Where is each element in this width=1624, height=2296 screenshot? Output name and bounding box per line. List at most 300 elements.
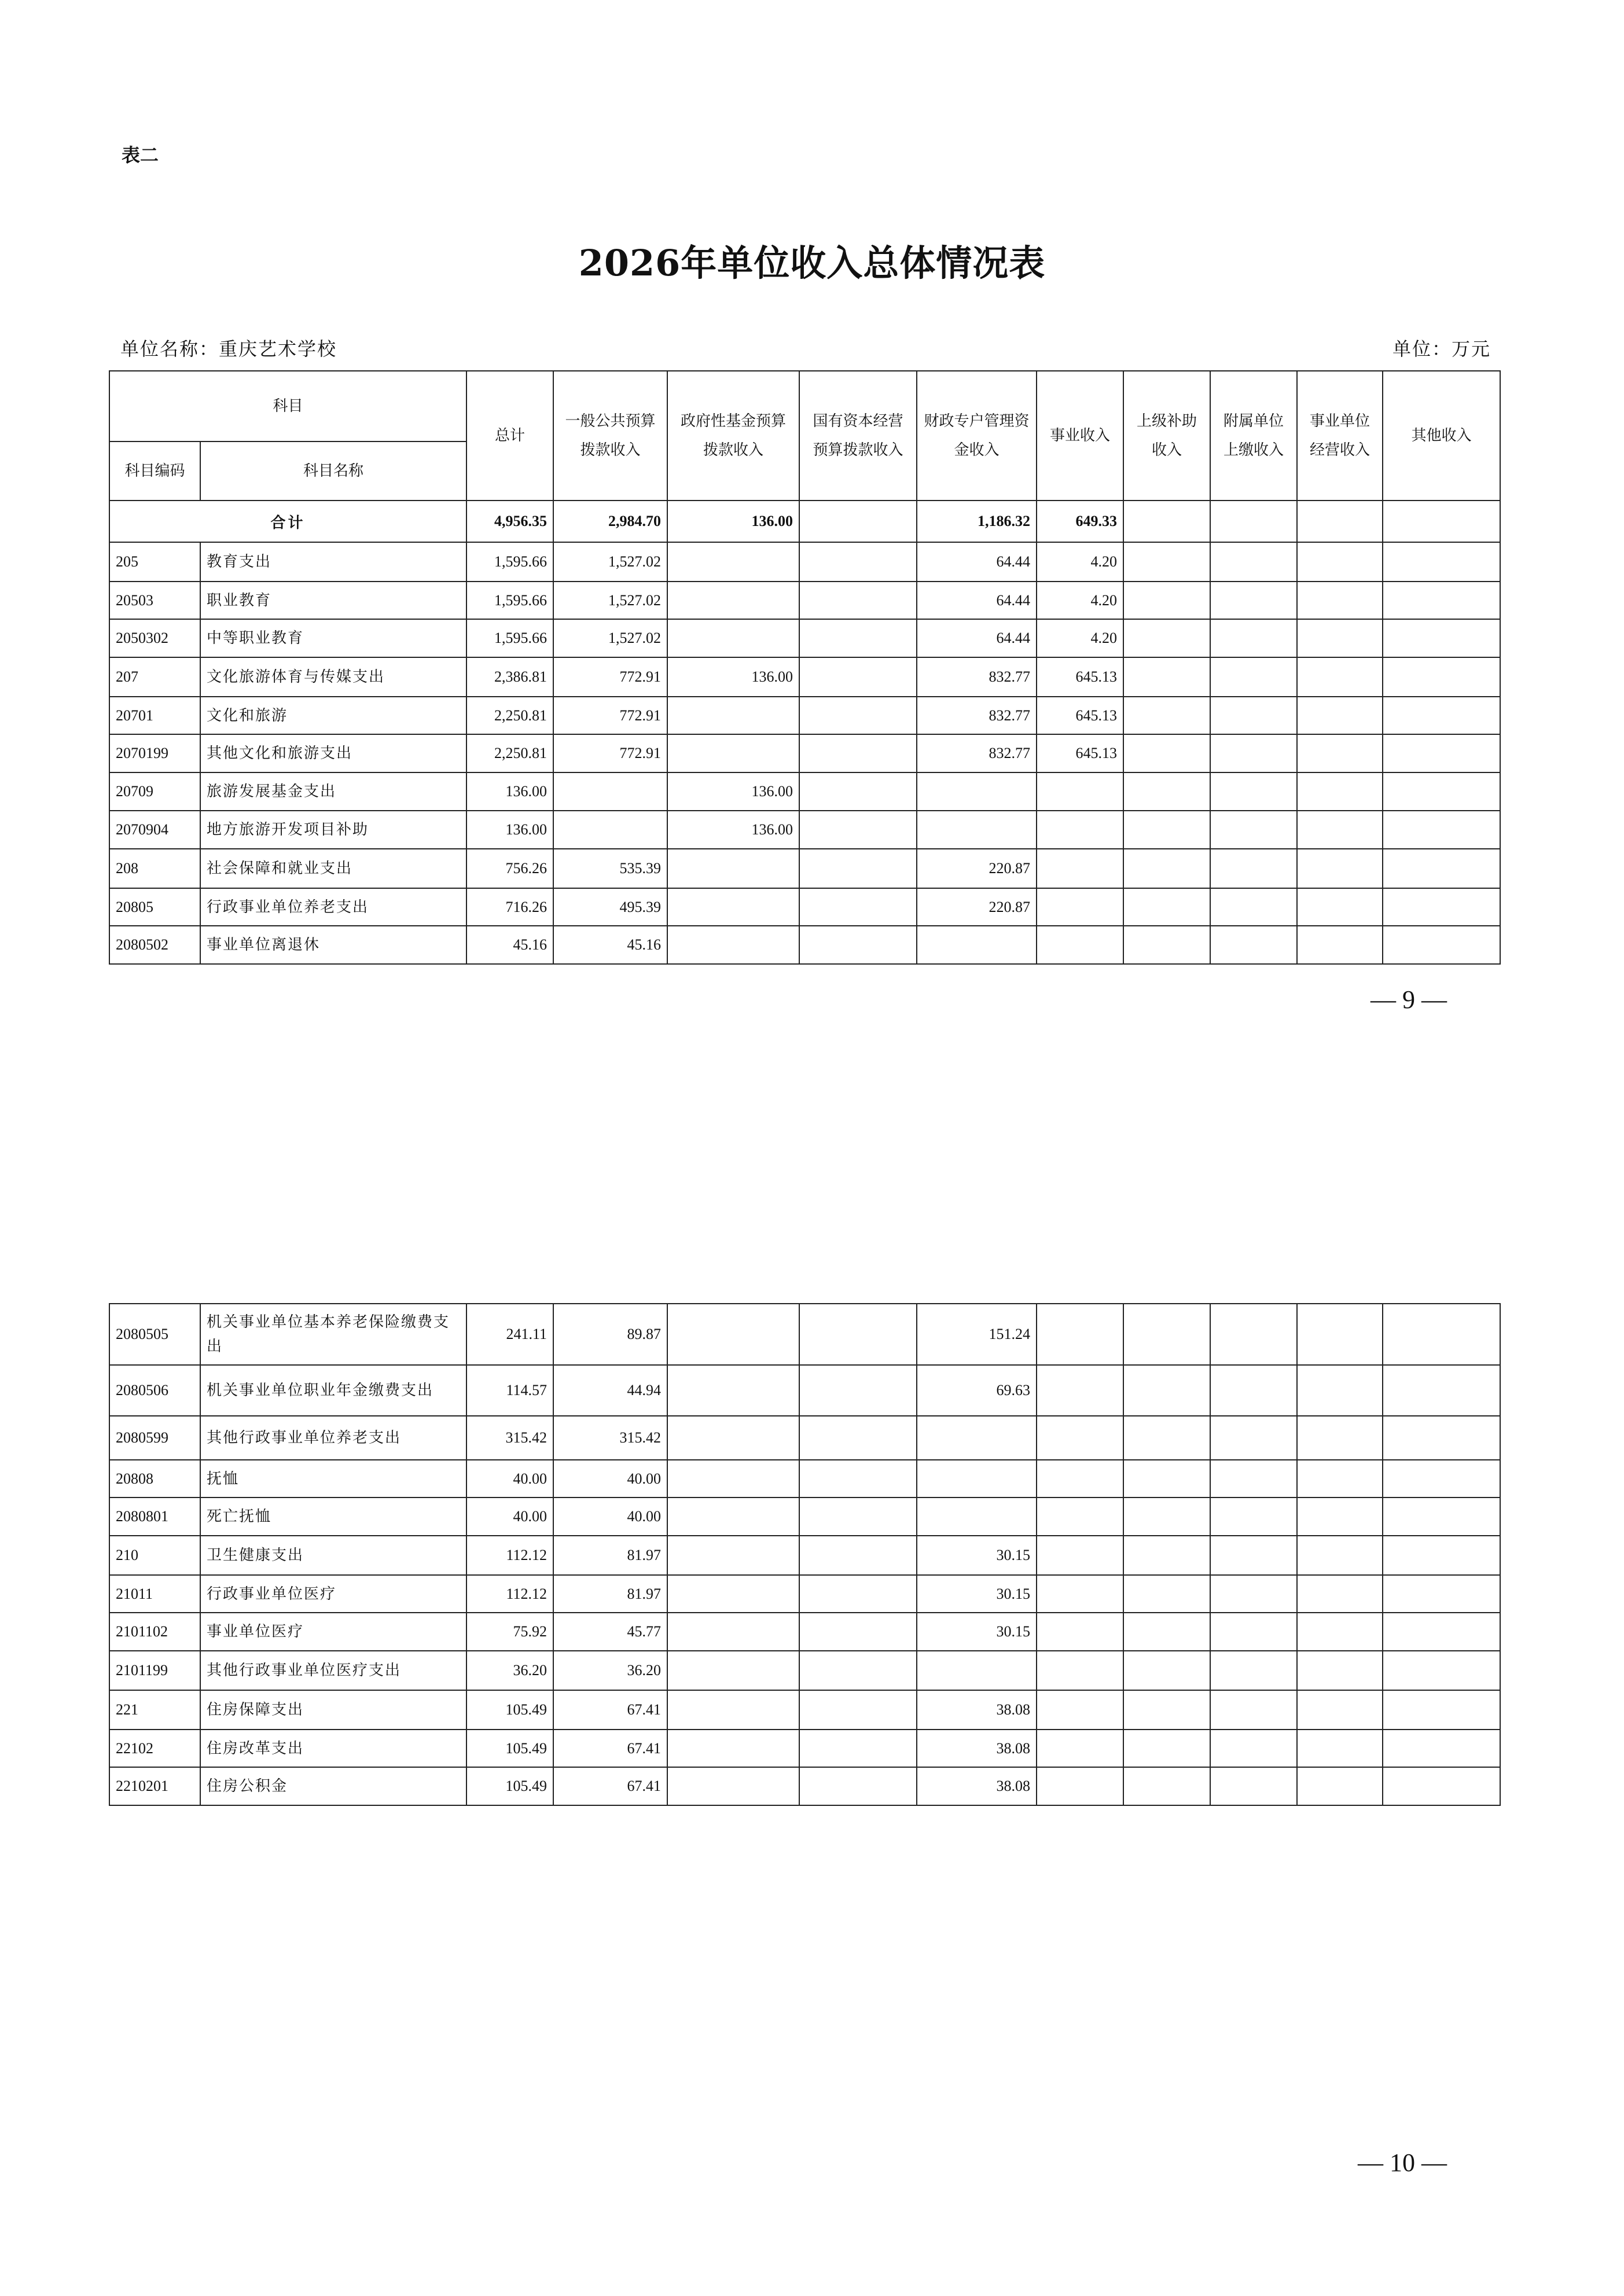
cell-total: 105.49 xyxy=(466,1690,553,1730)
cell-other xyxy=(1383,772,1500,811)
cell-name: 其他行政事业单位养老支出 xyxy=(200,1416,466,1460)
table-row xyxy=(109,926,1500,964)
cell-general: 67.41 xyxy=(553,1767,667,1805)
page-title: 2026年单位收入总体情况表 xyxy=(578,242,1046,284)
cell-special: 38.08 xyxy=(917,1730,1037,1767)
cell-business xyxy=(1037,1575,1123,1613)
cell-total: 40.00 xyxy=(466,1460,553,1497)
header-subject: 科目 xyxy=(109,371,466,441)
cell-general: 67.41 xyxy=(553,1690,667,1730)
cell-total: 241.11 xyxy=(466,1304,553,1365)
cell-affiliated xyxy=(1210,697,1297,734)
cell-operating xyxy=(1297,619,1383,657)
cell-operating xyxy=(1297,1460,1383,1497)
cell-other xyxy=(1383,697,1500,734)
cell-operating xyxy=(1297,1767,1383,1805)
cell-other xyxy=(1383,1497,1500,1536)
cell-operating xyxy=(1297,734,1383,772)
total-row xyxy=(109,501,1500,542)
cell-total: 716.26 xyxy=(466,888,553,926)
cell-operating xyxy=(1297,1536,1383,1575)
cell-other xyxy=(1383,582,1500,619)
cell-code: 20709 xyxy=(109,772,200,811)
cell-general: 1,527.02 xyxy=(553,582,667,619)
cell-other xyxy=(1383,734,1500,772)
cell-stateowned xyxy=(799,582,917,619)
cell-subsidy xyxy=(1123,811,1210,849)
cell-other xyxy=(1383,811,1500,849)
cell-name: 行政事业单位医疗 xyxy=(200,1575,466,1613)
cell-subsidy xyxy=(1123,1651,1210,1690)
cell-general: 45.77 xyxy=(553,1613,667,1651)
cell-other xyxy=(1383,926,1500,964)
cell-govfund xyxy=(667,734,799,772)
cell-operating xyxy=(1297,849,1383,888)
cell-stateowned xyxy=(799,697,917,734)
cell-code: 2080599 xyxy=(109,1416,200,1460)
income-table-page2 xyxy=(109,1303,1501,1806)
cell-govfund xyxy=(667,1613,799,1651)
table-row xyxy=(109,849,1500,888)
cell-total: 2,386.81 xyxy=(466,657,553,697)
cell-affiliated xyxy=(1210,849,1297,888)
cell-total: 1,595.66 xyxy=(466,619,553,657)
cell-other xyxy=(1383,1575,1500,1613)
cell-other xyxy=(1383,1767,1500,1805)
cell-special: 832.77 xyxy=(917,697,1037,734)
cell-operating xyxy=(1297,926,1383,964)
cell-total: 4,956.35 xyxy=(466,501,553,542)
cell-name: 住房改革支出 xyxy=(200,1730,466,1767)
header-code: 科目编码 xyxy=(109,441,200,501)
table-row xyxy=(109,1730,1500,1767)
cell-business xyxy=(1037,772,1123,811)
cell-govfund xyxy=(667,1416,799,1460)
cell-subsidy xyxy=(1123,1536,1210,1575)
cell-subsidy xyxy=(1123,1365,1210,1416)
cell-operating xyxy=(1297,1497,1383,1536)
total-label: 合计 xyxy=(109,501,466,542)
cell-total: 2,250.81 xyxy=(466,734,553,772)
cell-stateowned xyxy=(799,657,917,697)
cell-special: 64.44 xyxy=(917,582,1037,619)
cell-special xyxy=(917,772,1037,811)
cell-subsidy xyxy=(1123,772,1210,811)
table-row xyxy=(109,1536,1500,1575)
cell-other xyxy=(1383,1304,1500,1365)
table-row xyxy=(109,1497,1500,1536)
cell-name: 卫生健康支出 xyxy=(200,1536,466,1575)
cell-subsidy xyxy=(1123,501,1210,542)
header-govfund: 政府性基金预算拨款收入 xyxy=(667,371,799,501)
cell-subsidy xyxy=(1123,582,1210,619)
cell-name: 住房公积金 xyxy=(200,1767,466,1805)
cell-operating xyxy=(1297,1304,1383,1365)
cell-code: 221 xyxy=(109,1690,200,1730)
cell-affiliated xyxy=(1210,734,1297,772)
cell-business xyxy=(1037,1304,1123,1365)
cell-stateowned xyxy=(799,734,917,772)
cell-govfund xyxy=(667,1536,799,1575)
cell-affiliated xyxy=(1210,888,1297,926)
cell-subsidy xyxy=(1123,1460,1210,1497)
cell-affiliated xyxy=(1210,1497,1297,1536)
cell-stateowned xyxy=(799,1497,917,1536)
cell-special: 30.15 xyxy=(917,1536,1037,1575)
cell-special: 64.44 xyxy=(917,619,1037,657)
cell-name: 抚恤 xyxy=(200,1460,466,1497)
header-general: 一般公共预算拨款收入 xyxy=(553,371,667,501)
cell-code: 208 xyxy=(109,849,200,888)
cell-subsidy xyxy=(1123,657,1210,697)
cell-govfund xyxy=(667,582,799,619)
cell-stateowned xyxy=(799,1651,917,1690)
table-row xyxy=(109,657,1500,697)
cell-name: 文化和旅游 xyxy=(200,697,466,734)
cell-govfund xyxy=(667,1304,799,1365)
cell-code: 205 xyxy=(109,542,200,582)
table-row xyxy=(109,1767,1500,1805)
header-name: 科目名称 xyxy=(200,441,466,501)
cell-stateowned xyxy=(799,1730,917,1767)
cell-affiliated xyxy=(1210,1460,1297,1497)
cell-name: 文化旅游体育与传媒支出 xyxy=(200,657,466,697)
cell-operating xyxy=(1297,501,1383,542)
cell-other xyxy=(1383,1460,1500,1497)
cell-special xyxy=(917,1651,1037,1690)
cell-code: 22102 xyxy=(109,1730,200,1767)
cell-name: 地方旅游开发项目补助 xyxy=(200,811,466,849)
cell-total: 105.49 xyxy=(466,1767,553,1805)
cell-general: 36.20 xyxy=(553,1651,667,1690)
cell-code: 207 xyxy=(109,657,200,697)
cell-business xyxy=(1037,1497,1123,1536)
cell-other xyxy=(1383,1365,1500,1416)
cell-operating xyxy=(1297,1730,1383,1767)
table-row xyxy=(109,772,1500,811)
cell-special xyxy=(917,1497,1037,1536)
cell-operating xyxy=(1297,582,1383,619)
cell-operating xyxy=(1297,1690,1383,1730)
table-row xyxy=(109,1416,1500,1460)
header-stateowned: 国有资本经营预算拨款收入 xyxy=(799,371,917,501)
cell-general: 495.39 xyxy=(553,888,667,926)
cell-general: 40.00 xyxy=(553,1497,667,1536)
cell-total: 112.12 xyxy=(466,1536,553,1575)
cell-name: 行政事业单位养老支出 xyxy=(200,888,466,926)
cell-code: 2080801 xyxy=(109,1497,200,1536)
cell-general: 1,527.02 xyxy=(553,619,667,657)
cell-total: 40.00 xyxy=(466,1497,553,1536)
cell-general: 535.39 xyxy=(553,849,667,888)
cell-total: 114.57 xyxy=(466,1365,553,1416)
cell-affiliated xyxy=(1210,1767,1297,1805)
cell-business xyxy=(1037,849,1123,888)
table-row xyxy=(109,734,1500,772)
cell-name: 中等职业教育 xyxy=(200,619,466,657)
cell-stateowned xyxy=(799,1690,917,1730)
cell-stateowned xyxy=(799,1460,917,1497)
cell-affiliated xyxy=(1210,582,1297,619)
cell-govfund: 136.00 xyxy=(667,657,799,697)
cell-govfund xyxy=(667,1497,799,1536)
cell-subsidy xyxy=(1123,542,1210,582)
cell-code: 2101199 xyxy=(109,1651,200,1690)
header-business: 事业收入 xyxy=(1037,371,1123,501)
cell-name: 教育支出 xyxy=(200,542,466,582)
cell-subsidy xyxy=(1123,1497,1210,1536)
cell-affiliated xyxy=(1210,619,1297,657)
cell-code: 210 xyxy=(109,1536,200,1575)
cell-special xyxy=(917,1416,1037,1460)
cell-subsidy xyxy=(1123,697,1210,734)
cell-general: 44.94 xyxy=(553,1365,667,1416)
cell-business xyxy=(1037,888,1123,926)
cell-special: 1,186.32 xyxy=(917,501,1037,542)
cell-total: 1,595.66 xyxy=(466,542,553,582)
cell-affiliated xyxy=(1210,926,1297,964)
table-row xyxy=(109,888,1500,926)
cell-govfund xyxy=(667,888,799,926)
cell-total: 36.20 xyxy=(466,1651,553,1690)
cell-other xyxy=(1383,1536,1500,1575)
cell-operating xyxy=(1297,888,1383,926)
cell-govfund xyxy=(667,1767,799,1805)
cell-total: 45.16 xyxy=(466,926,553,964)
cell-other xyxy=(1383,657,1500,697)
cell-operating xyxy=(1297,657,1383,697)
cell-stateowned xyxy=(799,1416,917,1460)
cell-stateowned xyxy=(799,1365,917,1416)
cell-business xyxy=(1037,1730,1123,1767)
cell-general: 2,984.70 xyxy=(553,501,667,542)
cell-special: 220.87 xyxy=(917,888,1037,926)
cell-business xyxy=(1037,1365,1123,1416)
cell-other xyxy=(1383,1730,1500,1767)
cell-subsidy xyxy=(1123,926,1210,964)
cell-affiliated xyxy=(1210,657,1297,697)
cell-operating xyxy=(1297,1575,1383,1613)
cell-special xyxy=(917,926,1037,964)
cell-other xyxy=(1383,542,1500,582)
cell-name: 事业单位离退休 xyxy=(200,926,466,964)
cell-special: 832.77 xyxy=(917,734,1037,772)
cell-general: 67.41 xyxy=(553,1730,667,1767)
cell-general: 81.97 xyxy=(553,1536,667,1575)
cell-total: 756.26 xyxy=(466,849,553,888)
cell-stateowned xyxy=(799,1613,917,1651)
cell-business: 4.20 xyxy=(1037,619,1123,657)
header-operating: 事业单位经营收入 xyxy=(1297,371,1383,501)
cell-affiliated xyxy=(1210,501,1297,542)
header-affiliated: 附属单位上缴收入 xyxy=(1210,371,1297,501)
cell-govfund xyxy=(667,697,799,734)
cell-general: 89.87 xyxy=(553,1304,667,1365)
table-row xyxy=(109,542,1500,582)
table-row xyxy=(109,1460,1500,1497)
cell-stateowned xyxy=(799,501,917,542)
cell-other xyxy=(1383,888,1500,926)
cell-name: 住房保障支出 xyxy=(200,1690,466,1730)
cell-total: 136.00 xyxy=(466,772,553,811)
cell-special: 64.44 xyxy=(917,542,1037,582)
header-subsidy: 上级补助收入 xyxy=(1123,371,1210,501)
cell-total: 105.49 xyxy=(466,1730,553,1767)
cell-operating xyxy=(1297,1416,1383,1460)
table-row xyxy=(109,619,1500,657)
cell-general: 1,527.02 xyxy=(553,542,667,582)
cell-code: 2080506 xyxy=(109,1365,200,1416)
cell-subsidy xyxy=(1123,1690,1210,1730)
cell-other xyxy=(1383,619,1500,657)
cell-other xyxy=(1383,1690,1500,1730)
cell-subsidy xyxy=(1123,1613,1210,1651)
cell-name: 其他文化和旅游支出 xyxy=(200,734,466,772)
cell-general: 40.00 xyxy=(553,1460,667,1497)
cell-business xyxy=(1037,1613,1123,1651)
cell-general: 45.16 xyxy=(553,926,667,964)
cell-other xyxy=(1383,501,1500,542)
unit-name: 单位名称：重庆艺术学校 xyxy=(120,338,337,360)
cell-govfund xyxy=(667,1690,799,1730)
cell-other xyxy=(1383,1613,1500,1651)
cell-other xyxy=(1383,1651,1500,1690)
cell-business xyxy=(1037,1651,1123,1690)
cell-code: 2070904 xyxy=(109,811,200,849)
cell-affiliated xyxy=(1210,1416,1297,1460)
cell-business: 4.20 xyxy=(1037,582,1123,619)
cell-special: 38.08 xyxy=(917,1690,1037,1730)
cell-business: 645.13 xyxy=(1037,734,1123,772)
cell-special xyxy=(917,811,1037,849)
cell-stateowned xyxy=(799,542,917,582)
cell-business: 649.33 xyxy=(1037,501,1123,542)
cell-total: 315.42 xyxy=(466,1416,553,1460)
cell-general xyxy=(553,772,667,811)
cell-govfund xyxy=(667,1730,799,1767)
cell-general: 772.91 xyxy=(553,734,667,772)
cell-operating xyxy=(1297,772,1383,811)
cell-govfund xyxy=(667,1575,799,1613)
page-number: — 9 — xyxy=(1371,985,1447,1014)
cell-name: 事业单位医疗 xyxy=(200,1613,466,1651)
cell-operating xyxy=(1297,1365,1383,1416)
cell-govfund xyxy=(667,849,799,888)
table-row xyxy=(109,811,1500,849)
cell-business xyxy=(1037,1460,1123,1497)
cell-code: 2210201 xyxy=(109,1767,200,1805)
cell-business xyxy=(1037,1536,1123,1575)
cell-other xyxy=(1383,1416,1500,1460)
table-row xyxy=(109,1690,1500,1730)
cell-special: 38.08 xyxy=(917,1767,1037,1805)
cell-code: 2080505 xyxy=(109,1304,200,1365)
cell-affiliated xyxy=(1210,1304,1297,1365)
cell-special: 30.15 xyxy=(917,1613,1037,1651)
cell-special: 832.77 xyxy=(917,657,1037,697)
cell-stateowned xyxy=(799,811,917,849)
cell-total: 112.12 xyxy=(466,1575,553,1613)
cell-code: 20808 xyxy=(109,1460,200,1497)
cell-affiliated xyxy=(1210,542,1297,582)
cell-stateowned xyxy=(799,1767,917,1805)
header-other: 其他收入 xyxy=(1383,371,1500,501)
cell-code: 2050302 xyxy=(109,619,200,657)
table-tag: 表二 xyxy=(122,144,159,166)
cell-operating xyxy=(1297,1613,1383,1651)
cell-stateowned xyxy=(799,1575,917,1613)
cell-govfund: 136.00 xyxy=(667,811,799,849)
cell-subsidy xyxy=(1123,1575,1210,1613)
cell-subsidy xyxy=(1123,1304,1210,1365)
cell-name: 死亡抚恤 xyxy=(200,1497,466,1536)
cell-affiliated xyxy=(1210,1575,1297,1613)
cell-total: 136.00 xyxy=(466,811,553,849)
page-number: — 10 — xyxy=(1358,2148,1447,2177)
cell-operating xyxy=(1297,697,1383,734)
cell-stateowned xyxy=(799,888,917,926)
cell-name: 其他行政事业单位医疗支出 xyxy=(200,1651,466,1690)
cell-business: 645.13 xyxy=(1037,657,1123,697)
cell-total: 1,595.66 xyxy=(466,582,553,619)
cell-affiliated xyxy=(1210,772,1297,811)
cell-special: 30.15 xyxy=(917,1575,1037,1613)
cell-affiliated xyxy=(1210,1613,1297,1651)
cell-code: 2080502 xyxy=(109,926,200,964)
income-table-page1 xyxy=(109,370,1501,965)
cell-general: 772.91 xyxy=(553,697,667,734)
cell-govfund xyxy=(667,1651,799,1690)
cell-stateowned xyxy=(799,926,917,964)
cell-business xyxy=(1037,1690,1123,1730)
cell-operating xyxy=(1297,542,1383,582)
cell-subsidy xyxy=(1123,888,1210,926)
cell-special: 69.63 xyxy=(917,1365,1037,1416)
cell-affiliated xyxy=(1210,811,1297,849)
cell-business xyxy=(1037,1416,1123,1460)
cell-govfund xyxy=(667,926,799,964)
cell-total: 2,250.81 xyxy=(466,697,553,734)
cell-affiliated xyxy=(1210,1365,1297,1416)
cell-general: 772.91 xyxy=(553,657,667,697)
cell-business xyxy=(1037,811,1123,849)
cell-special: 220.87 xyxy=(917,849,1037,888)
cell-govfund xyxy=(667,619,799,657)
cell-subsidy xyxy=(1123,734,1210,772)
cell-code: 2070199 xyxy=(109,734,200,772)
cell-business: 4.20 xyxy=(1037,542,1123,582)
header-special: 财政专户管理资金收入 xyxy=(917,371,1037,501)
cell-stateowned xyxy=(799,1536,917,1575)
cell-operating xyxy=(1297,1651,1383,1690)
cell-stateowned xyxy=(799,772,917,811)
table-row xyxy=(109,1304,1500,1365)
header-total: 总计 xyxy=(466,371,553,501)
cell-affiliated xyxy=(1210,1651,1297,1690)
cell-affiliated xyxy=(1210,1536,1297,1575)
cell-total: 75.92 xyxy=(466,1613,553,1651)
cell-code: 20503 xyxy=(109,582,200,619)
cell-subsidy xyxy=(1123,849,1210,888)
cell-stateowned xyxy=(799,1304,917,1365)
cell-general: 81.97 xyxy=(553,1575,667,1613)
cell-other xyxy=(1383,849,1500,888)
cell-affiliated xyxy=(1210,1730,1297,1767)
table-row xyxy=(109,697,1500,734)
cell-govfund xyxy=(667,542,799,582)
cell-code: 21011 xyxy=(109,1575,200,1613)
cell-business: 645.13 xyxy=(1037,697,1123,734)
